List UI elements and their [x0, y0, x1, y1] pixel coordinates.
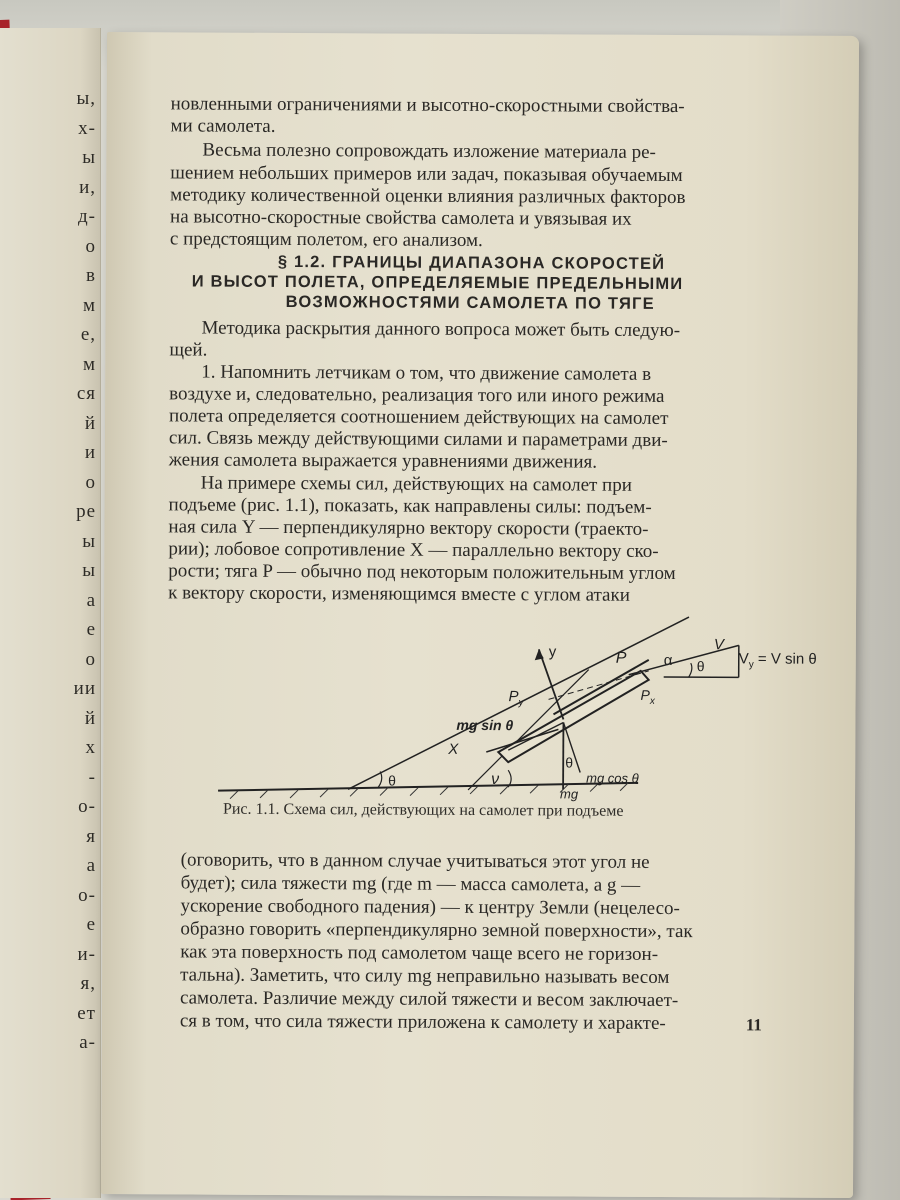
left-page-text-fragment: я: [86, 825, 96, 847]
text-line: рии); лобовое сопротивление X — параллельно вектору ско-: [168, 538, 659, 562]
left-page-text-fragment: в: [86, 265, 96, 286]
left-page-text-fragment: ии: [73, 678, 96, 699]
text-line: щей.: [169, 339, 208, 361]
label-x: X: [448, 740, 459, 758]
left-page-text-fragment: и,: [79, 176, 96, 198]
left-page-text-fragment: е: [86, 914, 96, 935]
text-line: будет); сила тяжести mg (где m — масса самолета, а g —: [180, 872, 641, 896]
left-page-text-fragment: ы,: [76, 88, 96, 109]
section-heading-line-2: И ВЫСОТ ПОЛЕТА, ОПРЕДЕЛЯЕМЫЕ ПРЕДЕЛЬНЫМИ: [191, 272, 684, 294]
left-page-text-fragment: ре: [76, 501, 96, 522]
text-line: образно говорить «перпендикулярно земной поверхности», так: [180, 918, 693, 943]
angle-arc-theta-velocity: [689, 663, 692, 677]
text-line: (оговорить, что в данном случае учитываться этот угол не: [180, 849, 650, 873]
text-line: рости; тяга P — обычно под некоторым положительным углом: [168, 560, 676, 585]
text-line: к вектору скорости, изменяющимся вместе с углом атаки: [168, 582, 630, 606]
label-alpha: α: [663, 651, 673, 670]
label-mg: mg: [560, 786, 579, 802]
left-page-text-fragment: д-: [78, 206, 96, 227]
label-px-letter: P: [640, 686, 650, 703]
text-line: Методика раскрытия данного вопроса может быть следую-: [201, 317, 681, 342]
text-line: с предстоящим полетом, его анализом.: [169, 228, 483, 252]
left-page-text-fragment: а: [86, 589, 96, 611]
page-number: 11: [745, 1015, 762, 1035]
left-page-text-fragment: ся: [76, 383, 96, 404]
text-line: самолета. Различие между силой тяжести и весом заключает-: [179, 987, 679, 1012]
left-page-text-fragment: я,: [80, 973, 96, 994]
left-page-text-fragment: х: [85, 737, 96, 758]
left-page-text-fragment: ет: [77, 1002, 96, 1024]
label-py: [509, 688, 525, 708]
text-line: жения самолета выражается уравнениями движения.: [168, 449, 598, 473]
text-line: шением небольших примеров или задач, показывая обучаемым: [170, 162, 683, 187]
left-page-text-fragment: х-: [78, 117, 96, 139]
left-page-text-fragment: ы: [82, 560, 96, 581]
label-theta-ground: θ: [388, 772, 396, 789]
left-page-text-fragment: и-: [77, 943, 96, 965]
left-page-text-fragment: о-: [78, 884, 96, 906]
label-py-letter: P: [508, 688, 519, 706]
figure-caption: Рис. 1.1. Схема сил, действующих на самолет при подъеме: [222, 800, 624, 820]
text-line: на высотно-скоростные свойства самолета и увязывая их: [170, 206, 632, 230]
text-line: Весьма полезно сопровождать изложение материала ре-: [202, 139, 656, 163]
text-line: ми самолета.: [170, 115, 276, 137]
label-theta-weight: θ: [565, 754, 574, 771]
left-page-text-fragment: м: [82, 353, 96, 375]
text-line: методику количественной оценки влияния различных факторов: [170, 184, 686, 209]
label-nu: ν: [491, 771, 500, 789]
text-line: воздухе и, следовательно, реализация того или иного режима: [169, 383, 665, 407]
text-line: На примере схемы сил, действующих на самолет при: [200, 472, 632, 496]
section-heading-line-3: ВОЗМОЖНОСТЯМИ САМОЛЕТА ПО ТЯГЕ: [285, 292, 655, 313]
left-page-text-fragment: и: [84, 442, 96, 463]
label-px: [641, 687, 656, 707]
label-mg-cos: mg cos θ: [586, 770, 639, 786]
left-page-text-fragment: м: [82, 294, 96, 316]
left-page: [0, 28, 101, 1198]
left-page-text-fragment: о: [85, 471, 96, 493]
label-y: y: [548, 643, 557, 661]
left-page-text-fragment: о-: [78, 796, 96, 817]
section-heading-line-1: § 1.2. ГРАНИЦЫ ДИАПАЗОНА СКОРОСТЕЙ: [277, 252, 666, 273]
text-line: ная сила Y — перпендикулярно вектору скорости (траекто-: [168, 516, 649, 540]
left-page-text-fragment: а: [86, 855, 96, 876]
label-py-subscript: y: [518, 697, 524, 709]
label-vy-equation: [739, 650, 817, 670]
left-page-text-fragment: а-: [79, 1032, 96, 1053]
label-vy: V: [738, 650, 749, 668]
text-line: новленными ограничениями и высотно-скоростными свойства-: [170, 93, 685, 118]
text-line: сил. Связь между действующими силами и параметрами дви-: [168, 427, 668, 451]
label-mg-sin: mg sin θ: [456, 716, 514, 734]
text-line: ся в том, что сила тяжести приложена к самолету и характе-: [179, 1010, 666, 1034]
right-page: [101, 32, 859, 1198]
left-page-text-fragment: е,: [80, 324, 96, 345]
label-vy-subscript: y: [748, 659, 754, 671]
left-page-text-fragment: о: [85, 648, 96, 670]
text-line: 1. Напомнить летчикам о том, что движение самолета в: [201, 361, 652, 385]
left-page-text-fragment: й: [84, 707, 96, 729]
label-p: P: [615, 649, 627, 667]
text-line: тальна). Заметить, что силу mg неправильно называть весом: [180, 964, 670, 988]
left-page-text-fragment: й: [84, 412, 96, 434]
label-theta-velocity: θ: [696, 658, 705, 675]
force-diagram: [208, 603, 817, 826]
left-page-text-fragment: о: [85, 235, 96, 257]
label-vy-expression: = V sin θ: [753, 650, 817, 668]
label-v: V: [713, 636, 724, 654]
label-px-subscript: x: [649, 695, 655, 707]
left-page-text-fragment: ы: [82, 530, 96, 552]
left-page-text-fragment: ы: [82, 147, 96, 168]
text-line: полета определяется соотношением действующих на самолет: [168, 405, 669, 429]
text-line: подъеме (рис. 1.1), показать, как направлены силы: подъем-: [168, 494, 652, 518]
left-page-text-fragment: -: [88, 766, 96, 788]
left-page-text-fragment: е: [86, 619, 96, 640]
text-line: ускорение свободного падения) — к центру Земли (нецелесо-: [180, 895, 680, 920]
text-line: как эта поверхность под самолетом чаще всего не горизон-: [180, 941, 659, 965]
